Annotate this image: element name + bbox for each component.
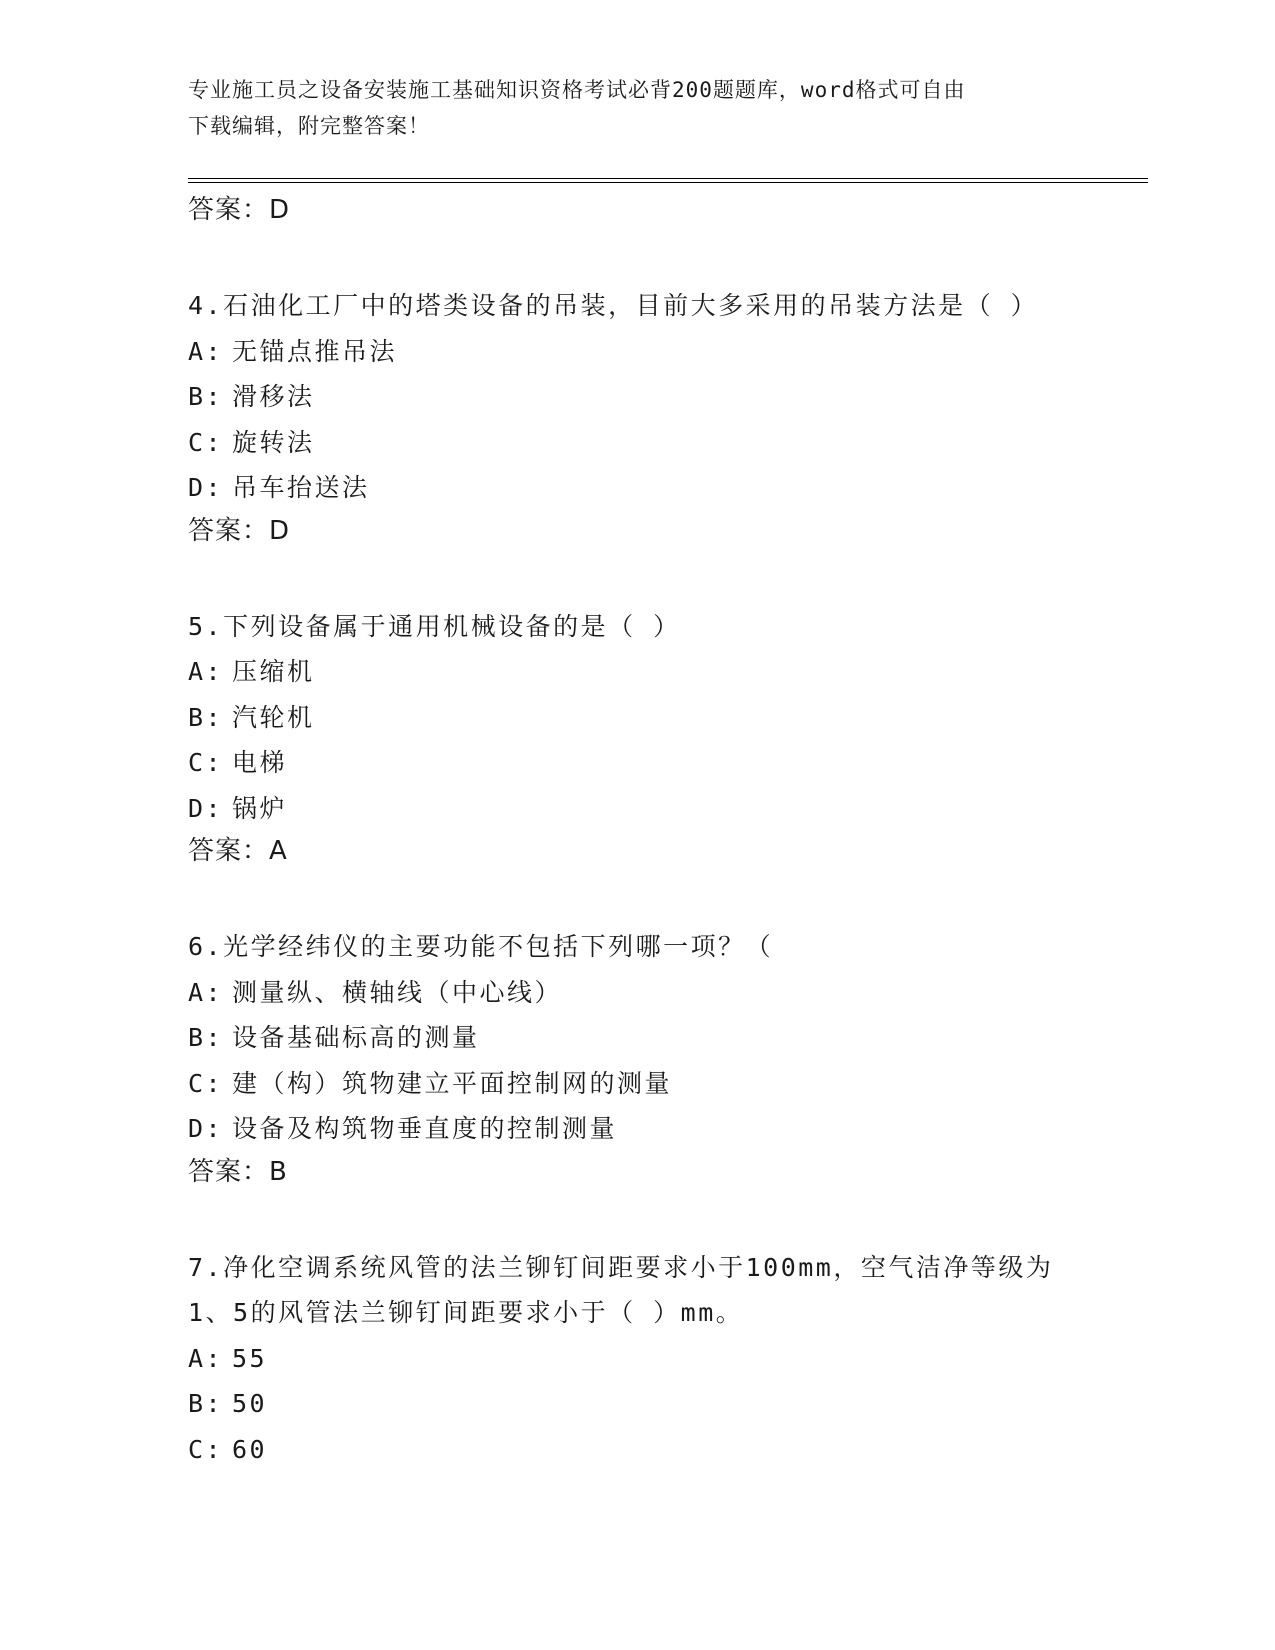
option-text: 压缩机 (232, 657, 315, 686)
question-6 (188, 924, 1088, 1190)
option-a (188, 970, 1088, 1016)
question-7 (188, 1245, 1088, 1473)
option-key: B: (188, 382, 224, 411)
option-text: 建（构）筑物建立平面控制网的测量 (232, 1068, 673, 1098)
question-text: 5.下列设备属于通用机械设备的是（ ） (188, 611, 681, 641)
option-text: 电梯 (232, 748, 288, 777)
option-text: 设备及构筑物垂直度的控制测量 (232, 1114, 618, 1143)
option-c (188, 420, 1088, 466)
option-text: 吊车抬送法 (232, 473, 370, 502)
option-b (188, 374, 1088, 420)
option-c (188, 1427, 1088, 1473)
document-header (188, 72, 1068, 144)
option-text: 设备基础标高的测量 (232, 1023, 480, 1052)
option-a (188, 329, 1088, 375)
option-b (188, 1381, 1088, 1427)
option-text: 锅炉 (232, 793, 288, 823)
option-a (188, 649, 1088, 695)
option-key: B: (188, 702, 224, 732)
option-key: A: (188, 977, 224, 1007)
question-4 (188, 283, 1088, 549)
option-text: 滑移法 (232, 382, 315, 411)
option-b (188, 1015, 1088, 1061)
option-key: A: (188, 1343, 224, 1373)
answer-text: 答案：B (188, 1156, 288, 1187)
option-d (188, 786, 1088, 832)
option-text: 旋转法 (232, 427, 315, 457)
question-list (188, 192, 1088, 1472)
header-line-1: 专业施工员之设备安装施工基础知识资格考试必背200题题库，word格式可自由 (188, 78, 966, 102)
header-rule-bottom (188, 182, 1148, 183)
option-c (188, 740, 1088, 786)
question-text: 4.石油化工厂中的塔类设备的吊装，目前大多采用的吊装方法是（ ） (188, 291, 1039, 320)
answer-text: 答案：D (188, 515, 291, 546)
option-a (188, 1336, 1088, 1382)
option-key: C: (188, 427, 224, 457)
option-key: D: (188, 473, 224, 502)
option-b (188, 695, 1088, 741)
answer-text: 答案：A (188, 836, 288, 866)
option-text: 50 (232, 1389, 268, 1418)
option-d (188, 465, 1088, 511)
option-d (188, 1106, 1088, 1152)
header-rule-top (188, 178, 1148, 179)
option-text: 55 (232, 1343, 268, 1373)
answer-text: 答案：D (188, 195, 291, 225)
option-text: 汽轮机 (232, 702, 315, 732)
option-key: B: (188, 1389, 224, 1418)
header-line-2: 下载编辑，附完整答案！ (188, 114, 430, 138)
option-key: A: (188, 657, 224, 686)
option-key: D: (188, 1114, 224, 1143)
option-c (188, 1061, 1088, 1107)
option-text: 无锚点推吊法 (232, 336, 398, 366)
question-text-line-1: 7.净化空调系统风管的法兰铆钉间距要求小于100mm，空气洁净等级为 (188, 1252, 1054, 1282)
option-key: C: (188, 1434, 224, 1464)
option-key: C: (188, 748, 224, 777)
option-key: D: (188, 793, 224, 823)
question-text-line-2: 1、5的风管法兰铆钉间距要求小于（ ）mm。 (188, 1298, 744, 1327)
option-key: B: (188, 1023, 224, 1052)
question-5 (188, 604, 1088, 870)
option-text: 60 (232, 1434, 268, 1464)
question-text: 6.光学经纬仪的主要功能不包括下列哪一项？（ (188, 932, 774, 961)
option-key: A: (188, 336, 224, 366)
option-key: C: (188, 1068, 224, 1098)
option-text: 测量纵、横轴线（中心线） (232, 977, 563, 1007)
